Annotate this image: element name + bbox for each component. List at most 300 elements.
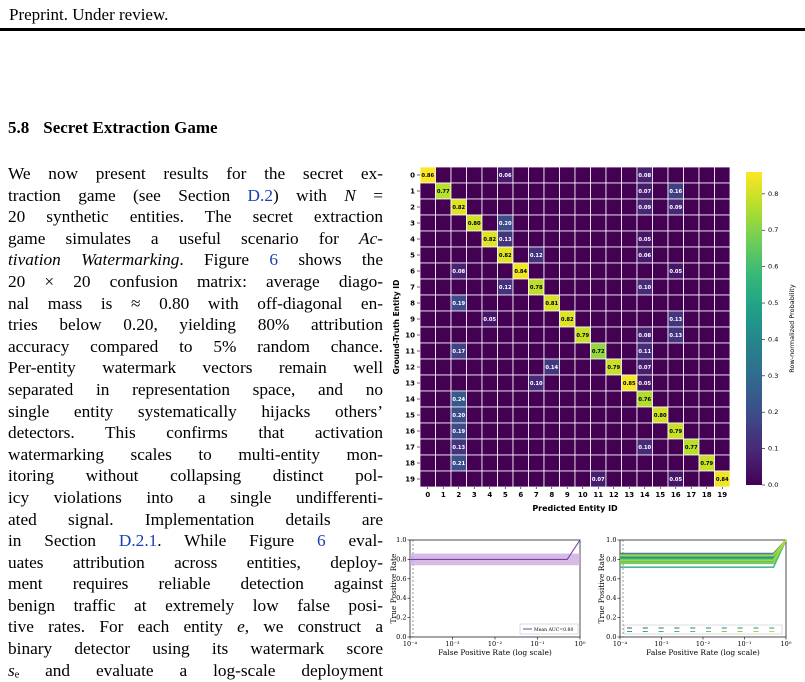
matrix-cell xyxy=(606,311,622,327)
header-rule xyxy=(0,28,805,31)
matrix-cell xyxy=(575,231,591,247)
matrix-cell xyxy=(699,167,715,183)
matrix-cell xyxy=(699,359,715,375)
paragraph-line xyxy=(8,595,383,617)
x-tick-label: 10⁻⁴ xyxy=(402,640,418,648)
matrix-cell xyxy=(668,343,684,359)
matrix-cell xyxy=(699,231,715,247)
matrix-cell xyxy=(699,327,715,343)
text-run: . Figure xyxy=(179,250,270,270)
matrix-cell xyxy=(544,471,560,487)
y-tick-label: 1.0 xyxy=(606,536,617,544)
matrix-cell xyxy=(544,327,560,343)
matrix-cell xyxy=(653,263,669,279)
matrix-cell xyxy=(529,263,545,279)
paragraph-line xyxy=(8,444,383,466)
y-tick-label: 8 xyxy=(410,299,415,308)
matrix-cell xyxy=(699,263,715,279)
text-run: accuracy compared to 5% random chance. xyxy=(8,336,383,356)
paragraph-line xyxy=(8,552,383,574)
text-run: ) with xyxy=(272,185,345,205)
matrix-cell xyxy=(622,455,638,471)
matrix-cell xyxy=(684,199,700,215)
matrix-cell xyxy=(653,199,669,215)
matrix-cell xyxy=(560,359,576,375)
matrix-cell xyxy=(591,183,607,199)
matrix-cell xyxy=(529,471,545,487)
matrix-cell xyxy=(529,199,545,215)
matrix-cell xyxy=(513,247,529,263)
paragraph-line xyxy=(8,616,383,638)
cell-value-label: 0.10 xyxy=(638,285,652,291)
text-run: 20 × 20 confusion matrix: average diago- xyxy=(8,271,383,291)
section-title: Secret Extraction Game xyxy=(43,118,218,137)
running-header: Preprint. Under review. xyxy=(9,5,169,24)
y-tick-label: 15 xyxy=(405,411,415,420)
cell-value-label: 0.77 xyxy=(684,445,698,451)
matrix-cell xyxy=(513,183,529,199)
x-tick-label: 10⁻⁴ xyxy=(612,640,628,648)
matrix-cell xyxy=(467,423,483,439)
y-tick-label: 6 xyxy=(410,267,415,276)
y-tick-label: 16 xyxy=(405,427,415,436)
matrix-cell xyxy=(715,311,731,327)
cell-value-label: 0.08 xyxy=(638,173,652,179)
matrix-cell xyxy=(622,311,638,327)
cell-value-label: 0.82 xyxy=(452,205,466,211)
matrix-cell xyxy=(498,423,514,439)
cross-reference-link[interactable]: D.2 xyxy=(247,185,273,205)
cell-value-label: 0.72 xyxy=(591,349,605,355)
matrix-cell xyxy=(622,263,638,279)
y-tick-label: 10 xyxy=(405,331,415,340)
italic-text: tivation Watermarking xyxy=(8,250,180,270)
matrix-cell xyxy=(591,359,607,375)
section-number: 5.8 xyxy=(8,118,30,137)
matrix-cell xyxy=(637,295,653,311)
colorbar-label: Row-normalized Probability xyxy=(788,284,796,373)
y-tick-label: 13 xyxy=(405,379,415,388)
matrix-cell xyxy=(560,215,576,231)
legend-label: Mean AUC=0.80 xyxy=(534,628,574,633)
matrix-cell xyxy=(684,471,700,487)
matrix-cell xyxy=(513,215,529,231)
matrix-cell xyxy=(560,343,576,359)
matrix-cell xyxy=(715,375,731,391)
matrix-cell xyxy=(699,375,715,391)
matrix-cell xyxy=(715,455,731,471)
matrix-cell xyxy=(513,391,529,407)
x-tick-label: 0 xyxy=(425,491,431,499)
cell-value-label: 0.05 xyxy=(669,269,683,275)
matrix-cell xyxy=(420,263,436,279)
text-run: binary detector using its watermark score xyxy=(8,639,383,659)
matrix-cell xyxy=(653,455,669,471)
matrix-cell xyxy=(529,311,545,327)
matrix-cell xyxy=(575,359,591,375)
matrix-cell xyxy=(482,167,498,183)
x-tick-label: 17 xyxy=(686,491,697,499)
text-run: eval- xyxy=(325,531,384,551)
matrix-cell xyxy=(482,343,498,359)
paragraph-line xyxy=(8,185,383,207)
matrix-cell xyxy=(467,327,483,343)
matrix-cell xyxy=(482,455,498,471)
matrix-cell xyxy=(653,167,669,183)
paragraph-line xyxy=(8,573,383,595)
colorbar-tick-label: 0.8 xyxy=(768,189,779,198)
matrix-cell xyxy=(544,455,560,471)
matrix-cell xyxy=(498,471,514,487)
matrix-cell xyxy=(575,247,591,263)
cell-value-label: 0.06 xyxy=(498,173,512,179)
section-heading xyxy=(8,118,218,138)
matrix-cell xyxy=(513,231,529,247)
matrix-cell xyxy=(436,375,452,391)
matrix-cell xyxy=(684,215,700,231)
matrix-cell xyxy=(668,279,684,295)
matrix-cell xyxy=(715,423,731,439)
matrix-cell xyxy=(653,215,669,231)
cell-value-label: 0.78 xyxy=(529,285,543,291)
matrix-cell xyxy=(699,295,715,311)
matrix-cell xyxy=(684,359,700,375)
paragraph-line xyxy=(8,163,383,185)
matrix-cell xyxy=(653,183,669,199)
y-tick-label: 0.6 xyxy=(396,574,407,583)
matrix-cell xyxy=(684,247,700,263)
matrix-cell xyxy=(622,439,638,455)
matrix-cell xyxy=(560,167,576,183)
matrix-cell xyxy=(544,199,560,215)
matrix-cell xyxy=(622,215,638,231)
colorbar-tick-label: 0.2 xyxy=(768,408,779,417)
matrix-cell xyxy=(544,343,560,359)
matrix-cell xyxy=(715,439,731,455)
matrix-cell xyxy=(513,359,529,375)
matrix-cell xyxy=(575,439,591,455)
y-tick-label: 2 xyxy=(410,203,415,212)
cell-value-label: 0.80 xyxy=(467,221,481,227)
matrix-cell xyxy=(498,455,514,471)
matrix-cell xyxy=(560,471,576,487)
matrix-cell xyxy=(668,439,684,455)
matrix-cell xyxy=(420,183,436,199)
matrix-cell xyxy=(451,359,467,375)
matrix-cell xyxy=(715,231,731,247)
text-run: in Section xyxy=(8,531,119,551)
matrix-cell xyxy=(653,391,669,407)
y-tick-label: 0.4 xyxy=(396,594,407,603)
matrix-cell xyxy=(420,439,436,455)
cell-value-label: 0.24 xyxy=(452,397,466,403)
matrix-cell xyxy=(699,183,715,199)
matrix-cell xyxy=(436,199,452,215)
cell-value-label: 0.13 xyxy=(452,445,466,451)
colorbar-tick-label: 0.3 xyxy=(768,371,779,380)
matrix-cell xyxy=(482,199,498,215)
y-tick-label: 18 xyxy=(405,459,415,468)
matrix-cell xyxy=(513,407,529,423)
paragraph-line xyxy=(8,509,383,531)
matrix-cell xyxy=(513,343,529,359)
matrix-cell xyxy=(436,439,452,455)
matrix-cell xyxy=(451,279,467,295)
cell-value-label: 0.79 xyxy=(669,429,683,435)
matrix-cell xyxy=(544,183,560,199)
y-tick-label: 1 xyxy=(410,187,415,196)
matrix-cell xyxy=(513,375,529,391)
text-run: 20 synthetic entities. The secret extraction xyxy=(8,207,383,227)
matrix-cell xyxy=(575,199,591,215)
y-tick-label: 7 xyxy=(410,283,415,292)
matrix-cell xyxy=(591,391,607,407)
text-run: ₑ and evaluate a log-scale deployment xyxy=(14,660,383,680)
cell-value-label: 0.20 xyxy=(452,413,466,419)
matrix-cell xyxy=(684,407,700,423)
matrix-cell xyxy=(575,391,591,407)
matrix-cell xyxy=(653,359,669,375)
matrix-cell xyxy=(684,455,700,471)
matrix-cell xyxy=(606,215,622,231)
matrix-cell xyxy=(436,455,452,471)
cell-value-label: 0.77 xyxy=(436,189,450,195)
matrix-cell xyxy=(420,311,436,327)
matrix-cell xyxy=(544,407,560,423)
matrix-cell xyxy=(420,423,436,439)
cross-reference-link[interactable]: 6 xyxy=(269,250,279,270)
cross-reference-link[interactable]: 6 xyxy=(317,531,326,551)
matrix-cell xyxy=(482,471,498,487)
legend-box xyxy=(624,625,782,634)
matrix-cell xyxy=(668,247,684,263)
x-tick-label: 9 xyxy=(564,491,570,499)
x-tick-label: 1 xyxy=(440,491,446,499)
cell-value-label: 0.19 xyxy=(452,301,466,307)
matrix-cell xyxy=(637,471,653,487)
matrix-cell xyxy=(668,167,684,183)
x-tick-label: 2 xyxy=(456,491,462,499)
matrix-cell xyxy=(637,215,653,231)
matrix-cell xyxy=(498,327,514,343)
matrix-cell xyxy=(451,167,467,183)
cell-value-label: 0.84 xyxy=(715,477,729,483)
matrix-cell xyxy=(699,247,715,263)
matrix-cell xyxy=(529,455,545,471)
matrix-cell xyxy=(467,279,483,295)
text-run: nal mass is ≈ 0.80 with off-diagonal en- xyxy=(8,293,383,313)
matrix-cell xyxy=(467,199,483,215)
matrix-cell xyxy=(591,199,607,215)
matrix-cell xyxy=(575,423,591,439)
paragraph-line xyxy=(8,228,383,250)
matrix-cell xyxy=(451,327,467,343)
x-axis-label: False Positive Rate (log scale) xyxy=(438,648,552,657)
matrix-cell xyxy=(637,455,653,471)
matrix-cell xyxy=(622,279,638,295)
matrix-cell xyxy=(560,423,576,439)
x-tick-label: 10⁻³ xyxy=(654,640,669,648)
cell-value-label: 0.12 xyxy=(498,285,512,291)
matrix-cell xyxy=(420,471,436,487)
cell-value-label: 0.08 xyxy=(638,333,652,339)
matrix-cell xyxy=(436,263,452,279)
matrix-cell xyxy=(591,375,607,391)
matrix-cell xyxy=(420,391,436,407)
matrix-cell xyxy=(513,327,529,343)
matrix-cell xyxy=(544,423,560,439)
cell-value-label: 0.19 xyxy=(452,429,466,435)
matrix-cell xyxy=(482,359,498,375)
y-tick-label: 0.0 xyxy=(606,633,617,641)
y-axis-label: Ground-Truth Entity ID xyxy=(392,279,401,375)
matrix-cell xyxy=(591,215,607,231)
matrix-cell xyxy=(529,359,545,375)
text-run: Per-entity watermark vectors remain well xyxy=(8,358,383,378)
matrix-cell xyxy=(420,279,436,295)
matrix-cell xyxy=(606,439,622,455)
matrix-cell xyxy=(560,407,576,423)
cell-value-label: 0.10 xyxy=(638,445,652,451)
y-tick-label: 12 xyxy=(405,363,415,372)
matrix-cell xyxy=(482,279,498,295)
matrix-cell xyxy=(699,279,715,295)
y-tick-label: 4 xyxy=(410,235,415,244)
matrix-cell xyxy=(451,247,467,263)
italic-text: Ac- xyxy=(359,228,383,248)
matrix-cell xyxy=(591,247,607,263)
matrix-cell xyxy=(420,327,436,343)
matrix-cell xyxy=(575,167,591,183)
text-run: tries below 0.20, yielding 80% attribution xyxy=(8,315,383,335)
paragraph-line xyxy=(8,530,383,552)
matrix-cell xyxy=(575,455,591,471)
matrix-cell xyxy=(560,455,576,471)
x-axis-label: False Positive Rate (log scale) xyxy=(646,648,760,657)
matrix-cell xyxy=(482,247,498,263)
matrix-cell xyxy=(436,343,452,359)
cell-value-label: 0.05 xyxy=(669,477,683,483)
y-tick-label: 0.6 xyxy=(606,574,617,583)
matrix-cell xyxy=(560,375,576,391)
matrix-cell xyxy=(684,167,700,183)
matrix-cell xyxy=(513,471,529,487)
matrix-cell xyxy=(482,327,498,343)
cell-value-label: 0.17 xyxy=(452,349,466,355)
matrix-cell xyxy=(637,423,653,439)
matrix-cell xyxy=(482,407,498,423)
matrix-cell xyxy=(560,231,576,247)
matrix-cell xyxy=(544,439,560,455)
text-run: tive rates. For each entity xyxy=(8,617,238,637)
matrix-cell xyxy=(436,295,452,311)
matrix-cell xyxy=(715,183,731,199)
matrix-cell xyxy=(544,247,560,263)
matrix-cell xyxy=(637,263,653,279)
matrix-cell xyxy=(622,391,638,407)
matrix-cell xyxy=(544,311,560,327)
matrix-cell xyxy=(560,439,576,455)
matrix-cell xyxy=(498,375,514,391)
matrix-cell xyxy=(622,359,638,375)
matrix-cell xyxy=(715,391,731,407)
matrix-cell xyxy=(529,215,545,231)
matrix-cell xyxy=(420,215,436,231)
matrix-cell xyxy=(513,311,529,327)
matrix-cell xyxy=(513,199,529,215)
matrix-cell xyxy=(420,295,436,311)
y-axis-label: True Positive Rate xyxy=(597,553,606,624)
matrix-cell xyxy=(498,183,514,199)
paragraph-line xyxy=(8,357,383,379)
matrix-cell xyxy=(622,343,638,359)
cell-value-label: 0.09 xyxy=(638,205,652,211)
matrix-cell xyxy=(622,407,638,423)
matrix-cell xyxy=(467,295,483,311)
cell-value-label: 0.81 xyxy=(545,301,559,307)
matrix-cell xyxy=(684,231,700,247)
cell-value-label: 0.09 xyxy=(669,205,683,211)
matrix-cell xyxy=(606,231,622,247)
matrix-cell xyxy=(529,167,545,183)
matrix-cell xyxy=(451,311,467,327)
x-tick-label: 10⁰ xyxy=(574,640,586,648)
matrix-cell xyxy=(498,359,514,375)
matrix-cell xyxy=(684,183,700,199)
x-tick-label: 6 xyxy=(518,491,524,499)
matrix-cell xyxy=(591,423,607,439)
y-tick-label: 0.8 xyxy=(396,555,407,564)
cell-value-label: 0.06 xyxy=(638,253,652,259)
matrix-cell xyxy=(668,391,684,407)
matrix-cell xyxy=(544,167,560,183)
matrix-cell xyxy=(699,407,715,423)
text-run: . While Figure xyxy=(157,531,318,551)
matrix-cell xyxy=(699,423,715,439)
matrix-cell xyxy=(606,199,622,215)
matrix-cell xyxy=(653,295,669,311)
x-tick-label: 13 xyxy=(624,491,635,499)
matrix-cell xyxy=(622,231,638,247)
text-run: game simulates a useful scenario for xyxy=(8,228,360,248)
cell-value-label: 0.16 xyxy=(669,189,683,195)
colorbar-tick-label: 0.7 xyxy=(768,226,779,235)
matrix-cell xyxy=(606,391,622,407)
matrix-cell xyxy=(606,455,622,471)
y-tick-label: 0.2 xyxy=(606,613,617,622)
matrix-cell xyxy=(575,215,591,231)
matrix-cell xyxy=(420,359,436,375)
cell-value-label: 0.05 xyxy=(638,237,652,243)
matrix-cell xyxy=(436,311,452,327)
matrix-cell xyxy=(699,439,715,455)
matrix-cell xyxy=(467,311,483,327)
x-tick-label: 4 xyxy=(487,491,493,499)
y-tick-label: 14 xyxy=(405,395,415,404)
italic-text: N xyxy=(344,185,356,205)
cross-reference-link[interactable]: D.2.1 xyxy=(118,531,158,551)
matrix-cell xyxy=(591,327,607,343)
matrix-cell xyxy=(606,343,622,359)
matrix-cell xyxy=(482,391,498,407)
matrix-cell xyxy=(575,183,591,199)
matrix-cell xyxy=(606,279,622,295)
colorbar xyxy=(746,172,762,485)
cell-value-label: 0.21 xyxy=(452,461,466,467)
matrix-cell xyxy=(544,279,560,295)
cell-value-label: 0.07 xyxy=(591,477,605,483)
matrix-cell xyxy=(715,359,731,375)
